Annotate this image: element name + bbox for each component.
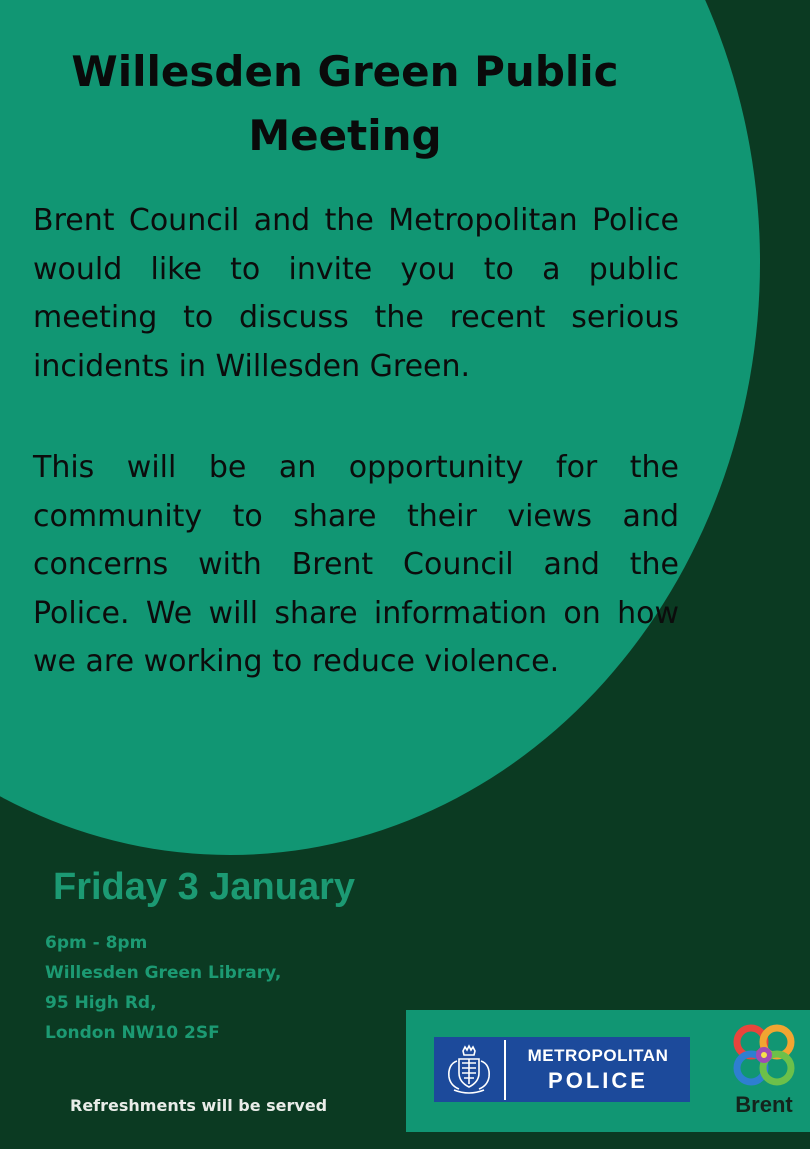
police-crest-icon [434, 1037, 504, 1102]
event-venue: Willesden Green Library, [45, 963, 282, 983]
met-wordmark [506, 1046, 690, 1094]
intro-paragraph: Brent Council and the Metropolitan Police would like to invite you to a public meeting to discuss the recent serious incidents in Willesden Green. [33, 203, 679, 384]
event-time: 6pm - 8pm [45, 933, 148, 953]
event-street: 95 High Rd, [45, 993, 157, 1013]
brent-wordmark: Brent [735, 1092, 793, 1117]
brent-rings-icon [727, 1020, 801, 1092]
met-line1: METROPOLITAN [527, 1045, 669, 1065]
brent-council-logo [724, 1020, 804, 1118]
refreshments-note: Refreshments will be served [70, 1096, 328, 1115]
poster-title: Willesden Green Public Meeting [71, 47, 619, 160]
event-city: London NW10 2SF [45, 1023, 220, 1043]
event-date: Friday 3 January [53, 866, 356, 908]
met-line2: POLICE [548, 1067, 648, 1093]
details-paragraph: This will be an opportunity for the community to share their views and concerns with Brent Council and the Police. We will share information on how we are working to reduce violence. [33, 450, 679, 679]
metropolitan-police-logo [434, 1037, 690, 1102]
event-details [45, 928, 281, 1048]
logo-panel [406, 1010, 810, 1132]
